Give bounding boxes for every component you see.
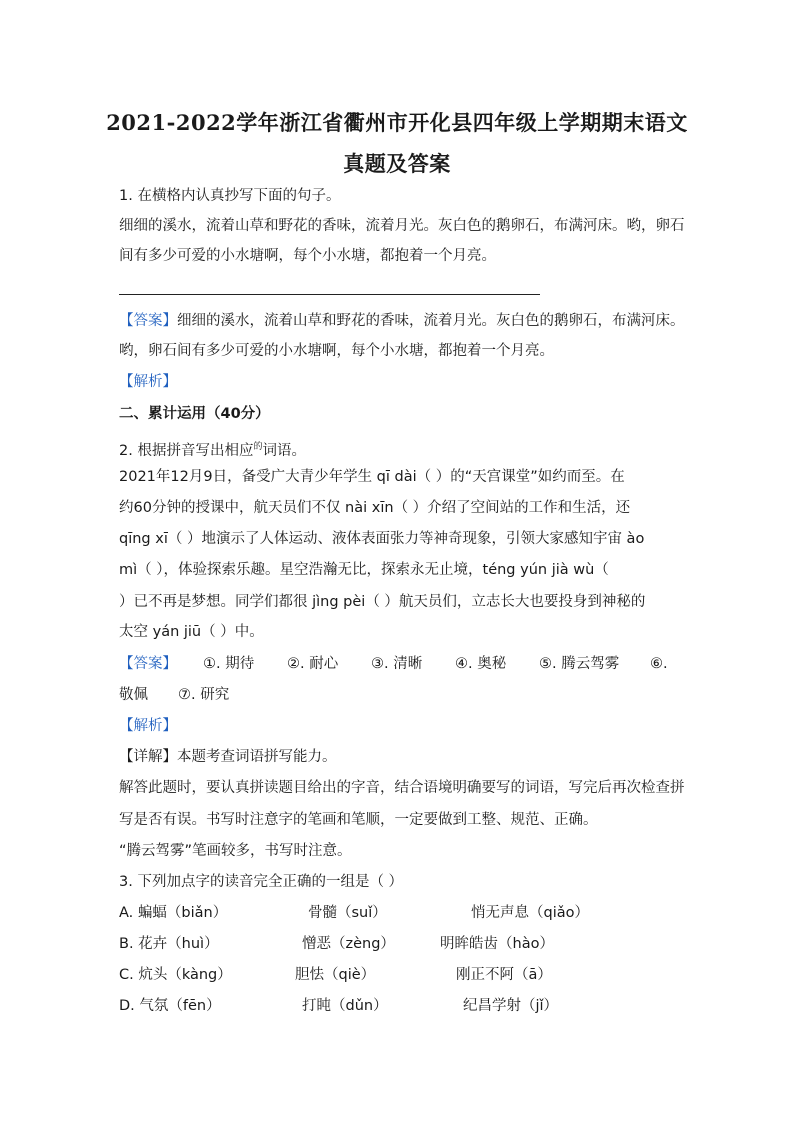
q2-answer-tag: 【答案】 bbox=[119, 656, 177, 672]
q2-detail-line bbox=[119, 747, 337, 767]
q1-answer-tag: 【答案】 bbox=[119, 313, 177, 329]
writing-line bbox=[119, 294, 540, 295]
q2-answer-cont1: 敬佩 bbox=[119, 687, 148, 703]
q2-explain-line1: 解答此题时，要认真拼读题目给出的字音，结合语境明确要写的词语，写完后再次检查拼 bbox=[119, 780, 685, 796]
q1-answer-line2: 哟，卵石间有多少可爱的小水塘啊，每个小水塘，都抱着一个月亮。 bbox=[119, 343, 554, 359]
q1-text-line2: 间有多少可爱的小水塘啊，每个小水塘，都抱着一个月亮。 bbox=[119, 248, 496, 264]
q2-text-line4: mì（ ），体验探索乐趣。星空浩瀚无比，探索永无止境，téng yún jià wù（ bbox=[119, 562, 609, 578]
q3-option-c-word3: 刚正不阿（ā） bbox=[456, 967, 552, 983]
q3-stem: 3. 下列加点字的读音完全正确的一组是（ ） bbox=[119, 874, 404, 890]
q2-answer-item: ③. 清晰 bbox=[371, 656, 423, 672]
q2-stem-sup: 的 bbox=[253, 442, 263, 452]
q3-option-a-word2: 骨髓（suǐ） bbox=[308, 905, 387, 921]
q2-answer-item: ①. 期待 bbox=[203, 656, 255, 672]
q1-answer-text1: 细细的溪水，流着山草和野花的香味，流着月光。灰白色的鹅卵石，布满河床。 bbox=[177, 313, 685, 329]
q2-stem-b: 词语。 bbox=[262, 442, 306, 459]
q2-answer-item: ②. 耐心 bbox=[287, 656, 339, 672]
q2-answer-item: ⑤. 腾云驾雾 bbox=[539, 656, 620, 672]
q1-text-line1: 细细的溪水，流着山草和野花的香味，流着月光。灰白色的鹅卵石，布满河床。哟，卵石 bbox=[119, 218, 685, 234]
q1-analysis-tag: 【解析】 bbox=[119, 374, 177, 390]
q3-option-b-word2: 憎恶（zèng） bbox=[302, 936, 395, 952]
q2-detail-text: 本题考查词语拼写能力。 bbox=[177, 749, 337, 765]
q2-explain-line3: “腾云驾雾”笔画较多，书写时注意。 bbox=[119, 843, 352, 859]
q2-text-line6: 太空 yán jiū（ ）中。 bbox=[119, 624, 264, 640]
q2-analysis-tag: 【解析】 bbox=[119, 718, 177, 734]
q2-answer-item: ④. 奥秘 bbox=[455, 656, 507, 672]
q3-option-b-word1: B. 花卉（huì） bbox=[119, 936, 219, 952]
q2-text-line1: 2021年12月9日，备受广大青少年学生 qī dài（ ）的“天宫课堂”如约而至。在 bbox=[119, 469, 625, 485]
q2-text-line3: qīng xī（ ）地演示了人体运动、液体表面张力等神奇现象，引领大家感知宇宙 ào bbox=[119, 531, 645, 547]
document-title-line2: 真题及答案 bbox=[343, 151, 451, 176]
q1-stem: 1. 在横格内认真抄写下面的句子。 bbox=[119, 188, 341, 204]
q2-explain-line2: 写是否有误。书写时注意字的笔画和笔顺，一定要做到工整、规范、正确。 bbox=[119, 812, 598, 828]
q2-detail-tag: 【详解】 bbox=[119, 749, 177, 765]
q3-option-c-word1: C. 炕头（kàng） bbox=[119, 967, 232, 983]
q2-stem-a: 2. 根据拼音写出相应 bbox=[119, 442, 254, 459]
q3-option-c-word2: 胆怯（qiè） bbox=[295, 967, 376, 983]
q3-option-d-word3: 纪昌学射（jǐ） bbox=[463, 998, 559, 1014]
q3-option-a-word1: A. 蝙蝠（biǎn） bbox=[119, 905, 228, 921]
q3-option-d-word1: D. 气氛（fēn） bbox=[119, 998, 221, 1014]
q1-answer-line1 bbox=[119, 311, 685, 331]
section2-heading: 二、累计运用（40分） bbox=[119, 406, 270, 422]
q2-text-line2: 约60分钟的授课中，航天员们不仅 nài xīn（ ）介绍了空间站的工作和生活，还 bbox=[119, 500, 631, 516]
q2-stem bbox=[119, 437, 306, 461]
document-title-line1: 2021-2022学年浙江省衢州市开化县四年级上学期期末语文 bbox=[106, 110, 688, 135]
q2-answer-cont2: ⑦. 研究 bbox=[178, 687, 230, 703]
q2-answer-item: ⑥. bbox=[650, 656, 668, 672]
q3-option-d-word2: 打盹（dǔn） bbox=[302, 998, 388, 1014]
q3-option-b-word3: 明眸皓齿（hào） bbox=[440, 936, 554, 952]
q2-text-line5: ）已不再是梦想。同学们都很 jìng pèi（ ）航天员们，立志长大也要投身到神秘的 bbox=[119, 594, 646, 610]
q3-option-a-word3: 悄无声息（qiǎo） bbox=[471, 905, 589, 921]
